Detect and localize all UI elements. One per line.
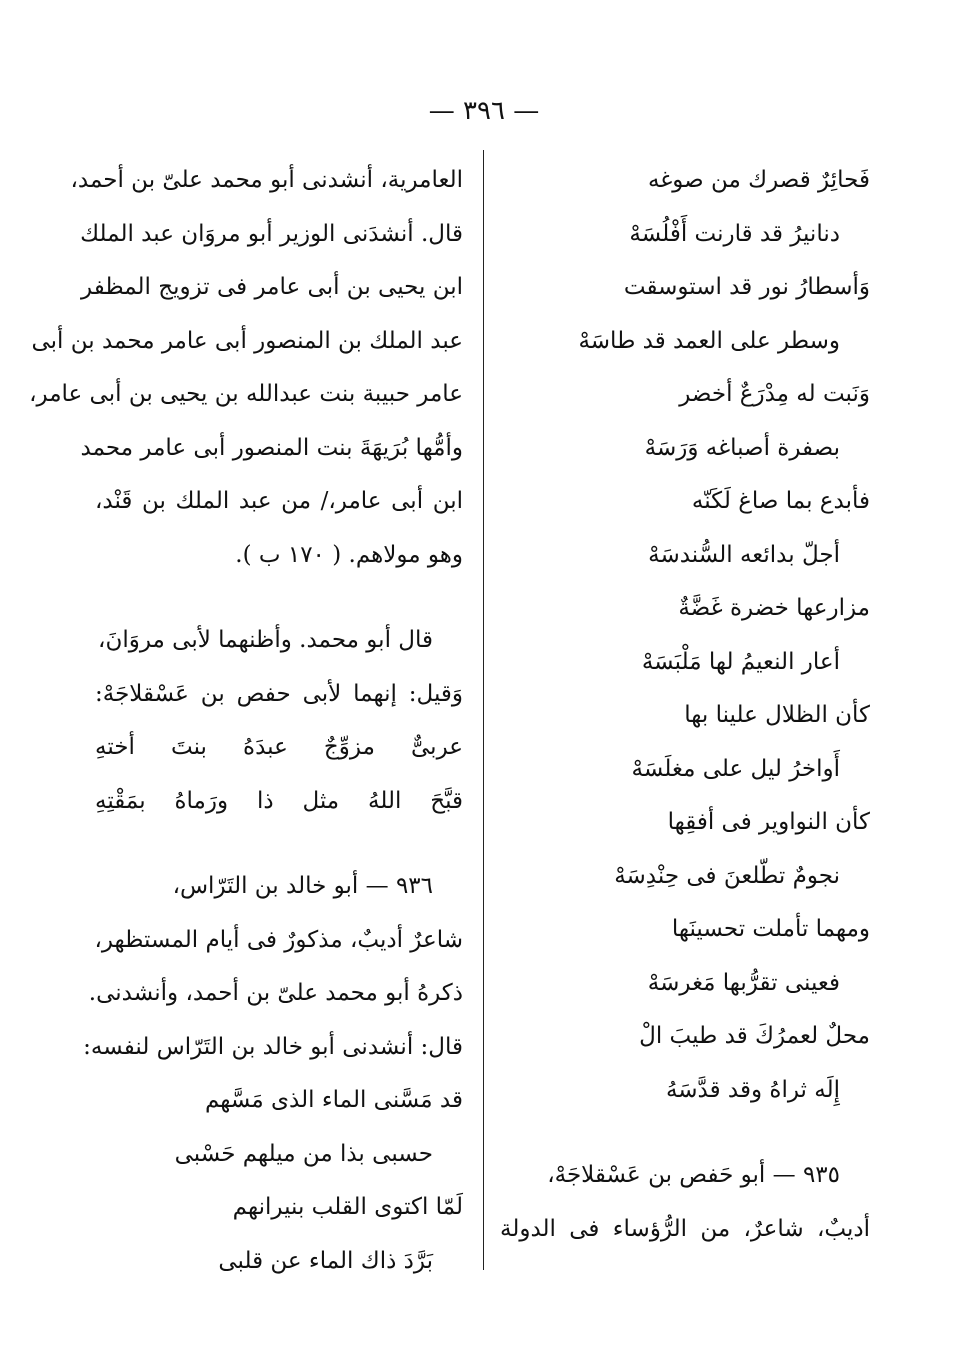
text-line: قال: أنشدنى أبو خالد بن التَرّاس لنفسه: [83,1033,463,1060]
text-line: أعار النعيمُ لها مَلْبَسَهْ [641,648,840,675]
text-line: قال. أنشدَنى الوزير أبو مروَان عبد الملك [80,220,463,247]
text-line: ومهما تأملت تحسينَها [671,916,870,942]
text-line: نجومٌ تطّلعنَ فى حِنْدِسَهْ [614,862,840,889]
right-column [500,160,870,1262]
text-line: بَرَّدَ ذاك الماء عن قلبى [218,1247,433,1274]
text-line: وسطر على العمد قد طاسَهْ [578,327,840,354]
text-line: فعينى تقرُّبها مَغرسَهْ [647,969,840,996]
text-line: قبَّحَ اللهُ مثل ذا ورَماهُ بمَقْتِهِ [95,787,463,814]
text-line: عامر حبيبة بنت عبدالله بن يحيى بن أبى عامر، [29,381,463,407]
text-line: عربىٌّ مزوِّجٌ عبدَهُ بنتَ أختهِ [95,734,463,760]
text-line: لَمّا اكتوى القلب بنيرانهم [232,1194,463,1220]
text-line: وَأسطارُ نور قد استوسقت [623,274,870,300]
column-divider [483,150,484,1270]
paragraph-gap [95,834,463,866]
left-column [29,160,463,1294]
text-line: أجلّ بدائعه السُّندسَهْ [648,541,840,568]
text-line: فأبدع بما صاغ لَكَنّه [691,488,870,514]
text-line: مزارعها خضرة غَضَّةٌ [678,595,870,621]
text-line: ٩٣٦ — أبو خالد بن التَرّاس، [172,873,433,899]
text-line: محلٌ لعمرُكَ قد طيبَ الْ [639,1023,870,1049]
text-line: فَحائِرٌ قصرك من صوغه [647,167,870,193]
text-line: وأمُّها بُرَيهَةَ بنت المنصور أبى عامر محمد [80,434,463,461]
text-line: عبد الملك بن المنصور أبى عامر محمد بن أبى [31,327,463,354]
paragraph-gap [500,1123,870,1155]
text-line: ابن يحيى بن أبى عامر فى تزويج المظفر [81,274,463,300]
text-line: شاعرٌ أديبٌ، مذكورٌ فى أيام المستظهر، [94,926,463,953]
text-line: ٩٣٥ — أبو حَفص بن عَسْقلاجَهْ، [547,1162,840,1188]
text-line: ابن أبى عامر،/ من عبد الملك بن قَنْد، [95,488,463,514]
text-line: وهو مولاهم. ( ١٧٠ ب ). [235,541,463,568]
text-line: وَنَبت له مِدْرَعٌ أخضر [679,381,870,407]
paragraph-gap [95,588,463,620]
text-line: العامرية، أنشدنى أبو محمد علىّ بن أحمد، [70,167,463,193]
text-line: حسبى بذا من ميلهم حَسْبى [174,1140,433,1167]
text-line: قال أبو محمد. وأظنهما لأبى مروَانَ، [98,627,433,653]
text-line: كأن النواوير فى أفقِها [667,809,870,835]
text-line: ذكرهُ أبو محمد علىّ بن أحمد، وأنشدنى. [88,980,463,1006]
page-number: — ٣٩٦ — [428,96,540,126]
text-line: كأن الظلال علينا بها [684,702,870,728]
text-line: قد مَسَّنى الماء الذى مَسَّهم [205,1087,463,1113]
text-line: أديبٌ، شاعرٌ، من الرُّؤساء فى الدولة [500,1215,870,1242]
text-line: وَقيل: إنهما لأبى حفص بن عَسْقلاجَهْ: [95,680,463,707]
text-line: بصفرة أصباغه وَرَسَهْ [644,434,840,461]
text-line: دنانيرُ قد قارنت أَفْلُسَهْ [629,220,840,247]
text-line: أَواخرُ ليل على مغلَسَهْ [631,755,840,782]
text-line: إِلَه ثراهُ وقد قدَّسَهُ [665,1076,840,1103]
